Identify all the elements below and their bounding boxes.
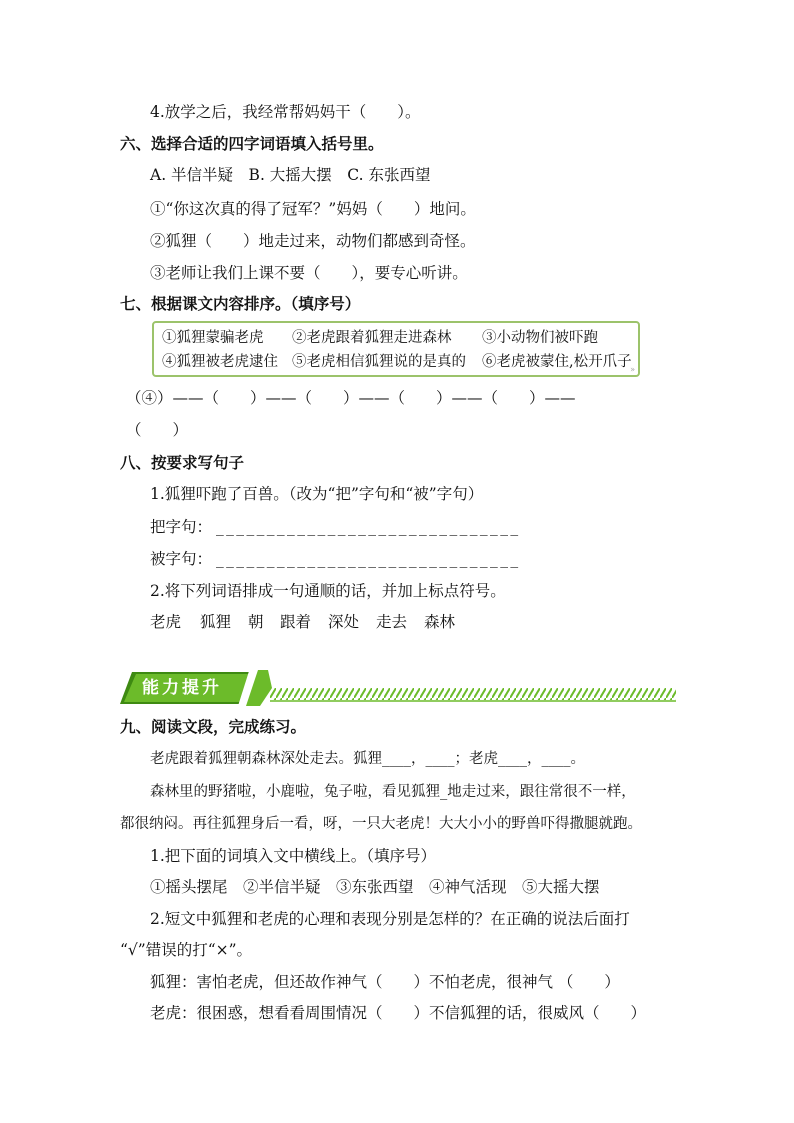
word-6: 走去 xyxy=(376,613,408,631)
q8-title: 八、按要求写句子 xyxy=(120,453,245,472)
word-2: 狐狸 xyxy=(200,613,232,631)
q9-item-1: 1.把下面的词填入文中横线上。（填序号） xyxy=(150,847,437,865)
word-5: 深处 xyxy=(328,613,360,631)
tiger-judgment: 老虎：很困惑，想看看周围情况（ ）不信狐狸的话，很威风（ ） xyxy=(150,1004,647,1022)
sort-options-box xyxy=(152,321,640,377)
q6-item-2: ②狐狸（ ）地走过来，动物们都感到奇怪。 xyxy=(150,232,476,250)
q7-title: 七、根据课文内容排序。（填序号） xyxy=(120,294,361,313)
q6-item-1: ①“你这次真的得了冠军？”妈妈（ ）地问。 xyxy=(150,200,476,218)
ba-sentence-label: 把字句： xyxy=(150,518,213,536)
bei-sentence-blank[interactable]: ______________________________ xyxy=(216,550,521,568)
q9-title: 九、阅读文段，完成练习。 xyxy=(120,717,307,736)
q9-para-1: 老虎跟着狐狸朝森林深处走去。狐狸____，____；老虎____，____。 xyxy=(150,751,585,767)
q9-para-2a: 森林里的野猪啦，小鹿啦，兔子啦，看见狐狸_地走过来，跟往常很不一样， xyxy=(150,784,636,800)
q9-options: ①摇头摆尾 ②半信半疑 ③东张西望 ④神气活现 ⑤大摇大摆 xyxy=(150,878,600,896)
sort-option-4: ④狐狸被老虎逮住 xyxy=(162,354,278,370)
sort-option-5: ⑤老虎相信狐狸说的是真的 xyxy=(292,354,466,370)
q7-answer-line-1: （④）——（ ）——（ ）——（ ）——（ ）—— xyxy=(126,389,576,407)
box-corner-mark: » xyxy=(630,365,635,374)
bei-sentence-label: 被字句： xyxy=(150,550,213,568)
sort-option-2: ②老虎跟着狐狸走进森林 xyxy=(292,330,452,346)
sort-option-3: ③小动物们被吓跑 xyxy=(482,330,598,346)
banner-label: 能力提升 xyxy=(142,678,222,698)
sort-option-6: ⑥老虎被蒙住,松开爪子 xyxy=(482,354,632,370)
q6-title: 六、选择合适的四字词语填入括号里。 xyxy=(120,134,384,153)
q9-para-2b: 都很纳闷。再往狐狸身后一看，呀，一只大老虎！大大小小的野兽吓得撒腿就跑。 xyxy=(120,816,642,832)
q9-item-2a: 2.短文中狐狸和老虎的心理和表现分别是怎样的？在正确的说法后面打 xyxy=(150,910,630,928)
word-7: 森林 xyxy=(424,613,456,631)
ba-sentence-blank[interactable]: ______________________________ xyxy=(216,518,521,536)
sort-option-1: ①狐狸蒙骗老虎 xyxy=(162,330,264,346)
word-3: 朝 xyxy=(248,613,264,631)
q5-item-4: 4.放学之后，我经常帮妈妈干（ ）。 xyxy=(150,103,421,121)
q6-item-3: ③老师让我们上课不要（ ），要专心听讲。 xyxy=(150,264,468,282)
q6-options: A. 半信半疑 B. 大摇大摆 C. 东张西望 xyxy=(150,166,431,184)
word-4: 跟着 xyxy=(280,613,312,631)
fox-judgment: 狐狸：害怕老虎，但还故作神气（ ）不怕老虎，很神气 （ ） xyxy=(150,973,620,991)
q7-answer-line-2: （ ） xyxy=(126,421,189,439)
word-1: 老虎 xyxy=(150,613,182,631)
q8-item-1: 1.狐狸吓跑了百兽。（改为“把”字句和“被”字句） xyxy=(150,485,484,503)
q9-item-2b: “√”错误的打“×”。 xyxy=(120,941,253,959)
q8-item-2: 2.将下列词语排成一句通顺的话，并加上标点符号。 xyxy=(150,582,506,600)
